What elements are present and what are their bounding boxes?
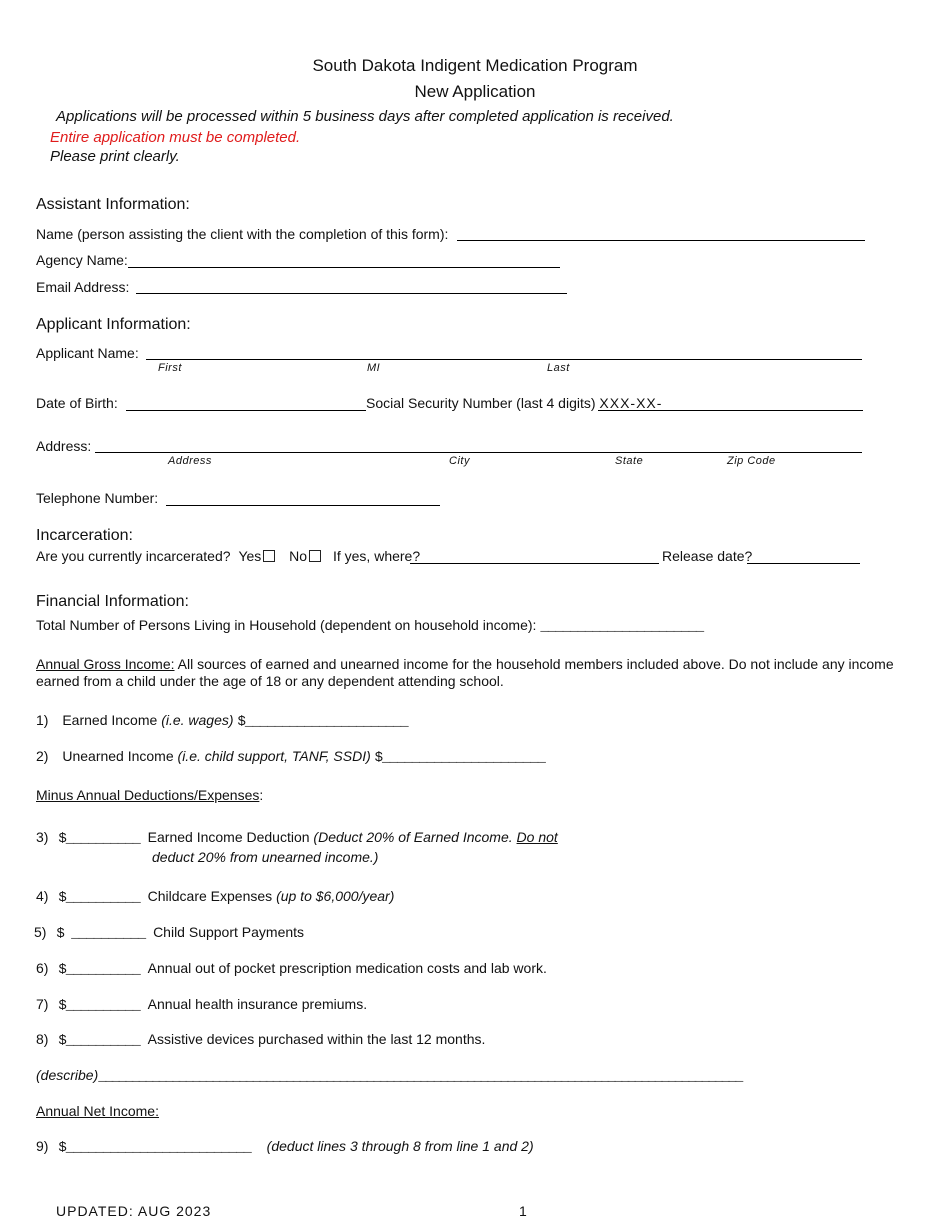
insurance-premiums-row (36, 996, 367, 1014)
do-not-emphasis: Do not (516, 829, 558, 845)
ssn-prefix: XXX-XX- (599, 395, 663, 411)
earned-income-row (36, 712, 408, 730)
first-name-caption: First (158, 362, 182, 374)
agency-name-label: Agency Name: (36, 252, 128, 268)
assistant-name-label: Name (person assisting the client with the completion of this form): (36, 226, 449, 242)
insurance-premiums-field[interactable]: $__________ (58, 998, 140, 1014)
form-subtitle: New Application (414, 82, 536, 101)
dob-field[interactable] (126, 410, 366, 411)
household-row (36, 617, 703, 635)
childcare-hint: (up to $6,000/year) (276, 888, 395, 904)
incarceration-heading: Incarceration: (36, 527, 133, 544)
email-label: Email Address: (36, 279, 130, 295)
page-number: 1 (519, 1203, 527, 1219)
childcare-label: Childcare Expenses (147, 888, 273, 904)
ssn-label-text: Social Security Number (last 4 digits) (366, 395, 596, 411)
child-support-field[interactable]: $ __________ (56, 926, 146, 942)
earned-income-hint: (i.e. wages) (161, 712, 234, 728)
prescription-costs-field[interactable]: $__________ (58, 962, 140, 978)
gross-income-heading: Annual Gross Income: (36, 656, 175, 672)
city-caption: City (449, 455, 470, 467)
processing-note: Applications will be processed within 5 business days after completed application is received. (56, 108, 674, 125)
household-label: Total Number of Persons Living in Household (dependent on household income): (36, 617, 537, 633)
phone-field[interactable] (166, 505, 440, 506)
applicant-name-field[interactable] (146, 359, 862, 360)
deductions-heading: Minus Annual Deductions/Expenses (36, 787, 260, 803)
release-date-field[interactable] (747, 563, 860, 564)
mi-caption: MI (367, 362, 381, 374)
print-note: Please print clearly. (50, 148, 180, 165)
unearned-income-hint: (i.e. child support, TANF, SSDI) (177, 748, 371, 764)
child-support-row (34, 924, 304, 942)
unearned-income-row (36, 748, 545, 766)
earned-deduction-row (36, 829, 558, 847)
assistive-devices-field[interactable]: $__________ (58, 1033, 140, 1049)
dob-label: Date of Birth: (36, 395, 118, 411)
assistant-name-field[interactable] (457, 240, 865, 241)
financial-heading: Financial Information: (36, 593, 189, 610)
item-number: 6) (36, 960, 49, 976)
unearned-income-field[interactable]: $______________________ (374, 750, 545, 766)
assistive-devices-label: Assistive devices purchased within the last 12 months. (147, 1031, 486, 1047)
item-number: 7) (36, 996, 49, 1012)
incarceration-location-field[interactable] (410, 563, 659, 564)
item-number: 9) (36, 1138, 49, 1154)
address-field[interactable] (95, 452, 862, 453)
assistant-heading: Assistant Information: (36, 196, 190, 213)
item-number: 3) (36, 829, 49, 845)
earned-deduction-hint: (Deduct 20% of Earned Income. (313, 829, 513, 845)
childcare-row (36, 888, 394, 906)
gross-income-paragraph (36, 656, 906, 690)
describe-row (36, 1067, 742, 1085)
item-number: 8) (36, 1031, 49, 1047)
item-number: 1) (36, 712, 49, 728)
required-note: Entire application must be completed. (50, 129, 301, 146)
deductions-heading-row (36, 787, 263, 803)
form-title: South Dakota Indigent Medication Program (312, 56, 638, 75)
gross-income-text: All sources of earned and unearned income for the household members included above. Do not include any income earned from a child under the age of 18 or any dependent attending school. (36, 656, 894, 689)
agency-name-field[interactable] (128, 267, 560, 268)
yes-checkbox[interactable] (263, 550, 275, 562)
ssn-field[interactable] (598, 410, 863, 411)
child-support-label: Child Support Payments (153, 924, 305, 940)
net-income-field[interactable]: $_________________________ (58, 1140, 251, 1156)
describe-label: (describe) (36, 1067, 99, 1083)
net-income-hint: (deduct lines 3 through 8 from line 1 and 2) (266, 1138, 534, 1154)
phone-label: Telephone Number: (36, 490, 159, 506)
address-label: Address: (36, 438, 92, 454)
incarceration-question: Are you currently incarcerated? (36, 548, 231, 564)
earned-deduction-hint-cont: deduct 20% from unearned income.) (152, 849, 379, 865)
assistive-devices-row (36, 1031, 485, 1049)
updated-date: UPDATED: AUG 2023 (56, 1203, 212, 1219)
prescription-costs-row (36, 960, 547, 978)
prescription-costs-label: Annual out of pocket prescription medication costs and lab work. (147, 960, 547, 976)
household-count-field[interactable]: ______________________ (540, 619, 704, 635)
item-number: 5) (34, 924, 47, 940)
net-income-row (36, 1138, 534, 1156)
earned-income-field[interactable]: $______________________ (237, 714, 408, 730)
applicant-name-label: Applicant Name: (36, 345, 139, 361)
earned-deduction-label: Earned Income Deduction (147, 829, 310, 845)
no-checkbox[interactable] (309, 550, 321, 562)
childcare-field[interactable]: $__________ (58, 890, 140, 906)
deductions-colon: : (259, 787, 264, 803)
where-label: If yes, where? (332, 548, 421, 564)
describe-field[interactable]: ________________________________________________________________________________________________ (98, 1069, 742, 1085)
release-date-label: Release date? (662, 548, 753, 564)
insurance-premiums-label: Annual health insurance premiums. (147, 996, 368, 1012)
item-number: 2) (36, 748, 49, 764)
ssn-label (366, 395, 662, 411)
last-name-caption: Last (547, 362, 570, 374)
address-caption: Address (168, 455, 212, 467)
earned-deduction-field[interactable]: $__________ (58, 831, 140, 847)
unearned-income-label: Unearned Income (62, 748, 174, 764)
earned-income-label: Earned Income (62, 712, 158, 728)
net-income-heading: Annual Net Income: (36, 1103, 159, 1119)
incarceration-question-row (36, 548, 420, 564)
state-caption: State (615, 455, 644, 467)
yes-label: Yes (238, 548, 262, 564)
zip-caption: Zip Code (727, 455, 776, 467)
email-field[interactable] (136, 293, 567, 294)
no-label: No (289, 548, 308, 564)
applicant-heading: Applicant Information: (36, 316, 191, 333)
item-number: 4) (36, 888, 49, 904)
